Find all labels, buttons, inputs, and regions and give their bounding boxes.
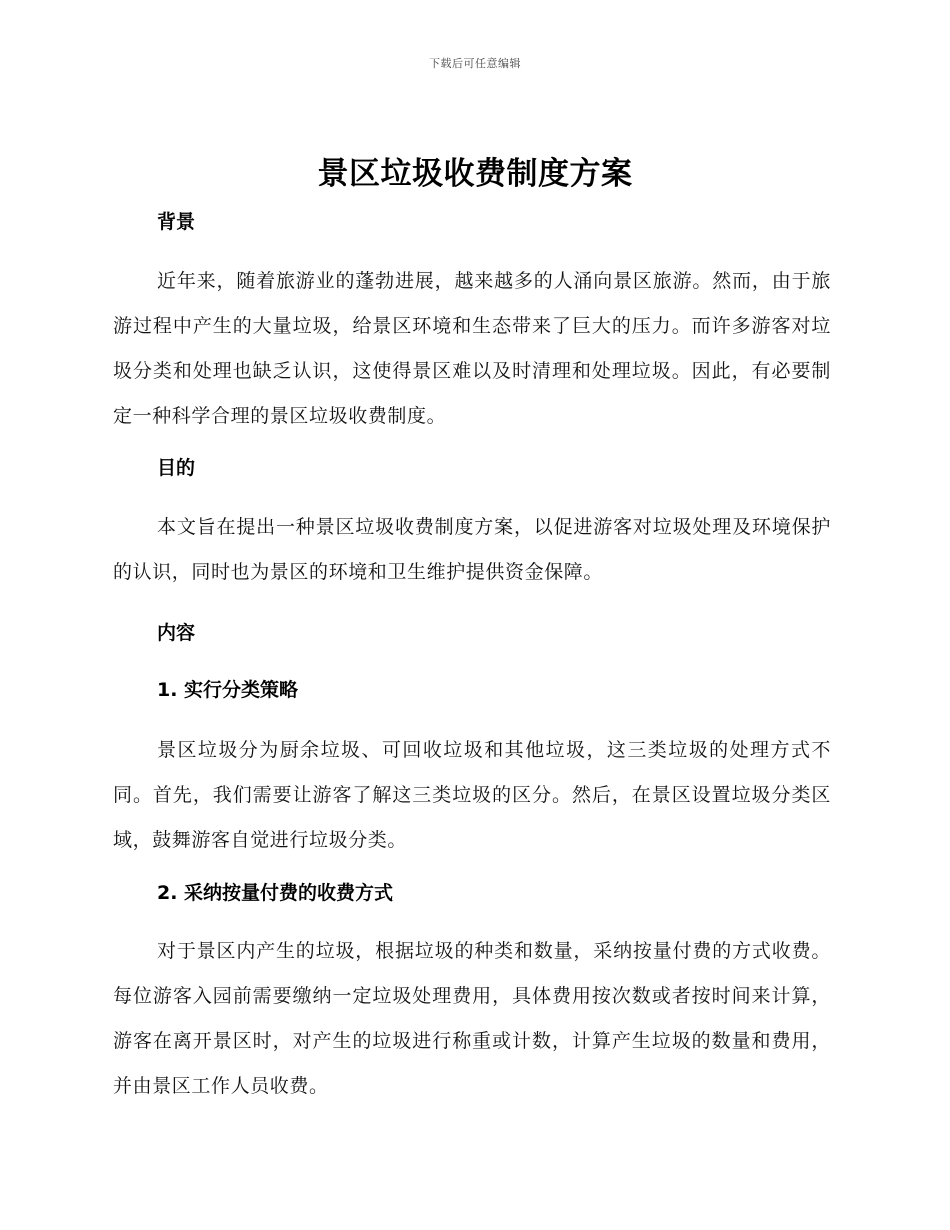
document-title: 景区垃圾收费制度方案 (317, 156, 633, 192)
document-body (113, 204, 831, 1109)
paragraph-background: 近年来，随着旅游业的蓬勃进展，越来越多的人涌向景区旅游。然而，由于旅游过程中产生的大量垃圾，给景区环境和生态带来了巨大的压力。而许多游客对垃圾分类和处理也缺乏认识，这使得景区难以及时清理和处理垃圾。因此，有必要制定一种科学合理的景区垃圾收费制度。 (113, 270, 831, 427)
subsection-heading-classification: 1. 实行分类策略 (157, 679, 299, 701)
subsection-heading-pay-by-volume: 2. 采纳按量付费的收费方式 (157, 882, 394, 904)
page-header-note: 下载后可任意编辑 (429, 57, 521, 70)
paragraph-pay-by-volume: 对于景区内产生的垃圾，根据垃圾的种类和数量，采纳按量付费的方式收费。每位游客入园前需要缴纳一定垃圾处理费用，具体费用按次数或者按时间来计算，游客在离开景区时，对产生的垃圾进行称重或计数，计算产生垃圾的数量和费用，并由景区工作人员收费。 (113, 940, 831, 1097)
paragraph-purpose: 本文旨在提出一种景区垃圾收费制度方案，以促进游客对垃圾处理及环境保护的认识，同时也为景区的环境和卫生维护提供资金保障。 (113, 516, 831, 583)
section-heading-content: 内容 (157, 622, 196, 644)
section-heading-background: 背景 (157, 211, 196, 233)
section-heading-purpose: 目的 (157, 457, 196, 479)
paragraph-classification: 景区垃圾分为厨余垃圾、可回收垃圾和其他垃圾，这三类垃圾的处理方式不同。首先，我们需要让游客了解这三类垃圾的区分。然后，在景区设置垃圾分类区域，鼓舞游客自觉进行垃圾分类。 (113, 739, 831, 851)
